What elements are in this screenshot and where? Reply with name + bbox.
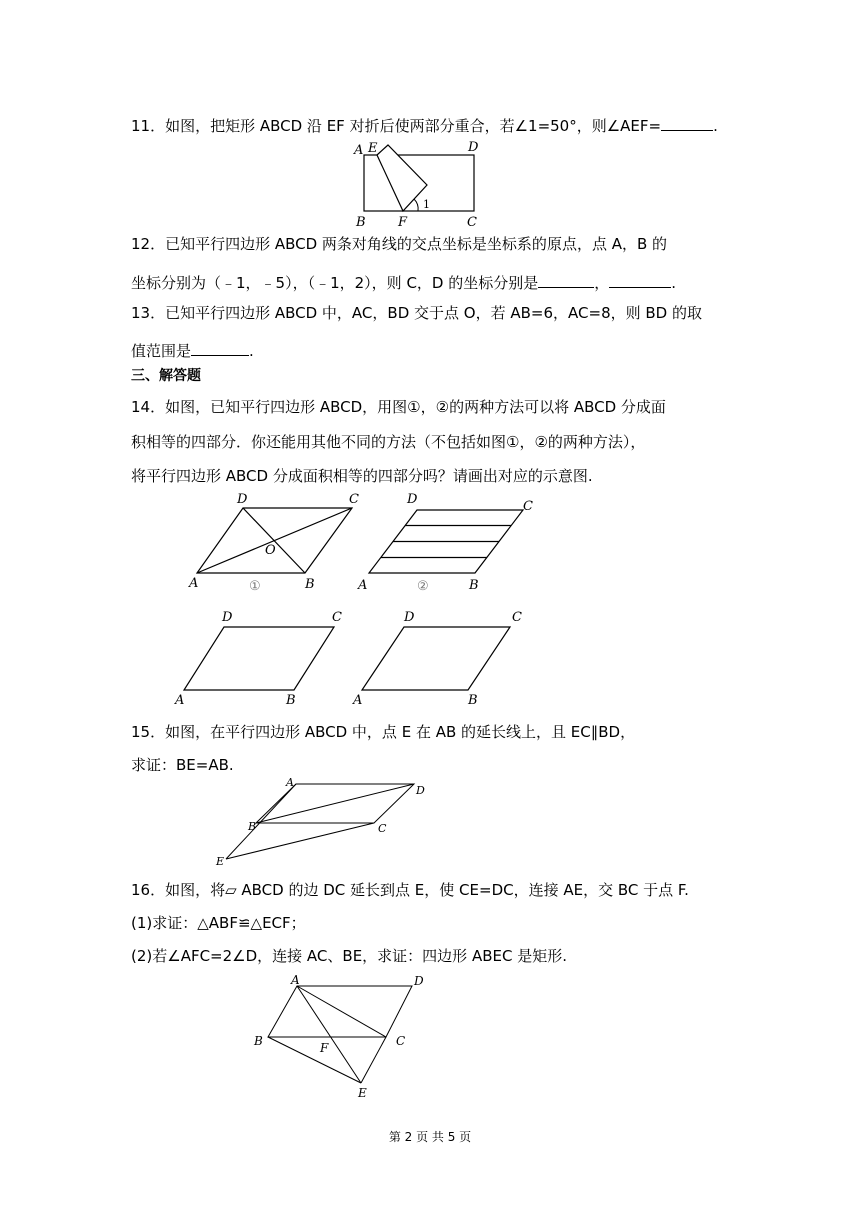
q14-figure-3	[172, 605, 352, 710]
q14-fig1-label-b: B	[305, 577, 315, 592]
q11-label-1: 1	[423, 198, 430, 211]
q16-label-a: A	[291, 973, 300, 987]
q11-answer-blank	[661, 114, 713, 131]
q14-fig1-number: ①	[249, 579, 261, 594]
q14-fig1-label-o: O	[265, 543, 276, 558]
q14-line3: 将平行四边形 ABCD 分成面积相等的四部分吗？请画出对应的示意图.	[131, 467, 593, 485]
q14-fig1-label-a: A	[189, 576, 199, 591]
q14-fig2-label-b: B	[469, 578, 479, 593]
q11-text: 11．如图，把矩形 ABCD 沿 EF 对折后使两部分重合，若∠1=50°，则∠AEF= .	[131, 114, 718, 136]
q16-label-d: D	[414, 974, 424, 988]
q14-fig3-label-d: D	[222, 610, 233, 625]
q16-parallelogram	[268, 986, 412, 1037]
q12-answer-blank-c	[538, 271, 594, 288]
q15-label-e: E	[216, 855, 225, 868]
q16-line-ac	[297, 986, 386, 1037]
q14-figure-1	[185, 488, 368, 598]
q14-fig4-label-b: B	[468, 693, 478, 708]
q14-fig2-label-a: A	[358, 578, 368, 593]
q14-fig1-label-c: C	[349, 492, 359, 507]
q13-line1: 13．已知平行四边形 ABCD 中，AC，BD 交于点 O，若 AB=6，AC=8，则 BD 的取	[131, 304, 702, 322]
q15-label-c: C	[378, 822, 387, 835]
q14-fig4-parallelogram	[362, 627, 510, 690]
q16-line-ce	[361, 1037, 386, 1083]
q14-fig3-label-b: B	[286, 693, 296, 708]
q14-fig2-label-c: C	[523, 499, 533, 514]
q16-line-be	[268, 1037, 361, 1083]
q11-label-d: D	[468, 140, 479, 155]
q16-figure	[246, 975, 446, 1105]
q15-label-d: D	[416, 784, 425, 797]
q14-line2: 积相等的四部分．你还能用其他不同的方法（不包括如图①，②的两种方法），	[131, 433, 646, 451]
q16-line-ae	[297, 986, 361, 1083]
q15-line-ae	[226, 784, 296, 859]
q14-fig2-number: ②	[417, 579, 429, 594]
q14-fig1-diagonal-bd	[243, 508, 305, 573]
q12-line1: 12．已知平行四边形 ABCD 两条对角线的交点坐标是坐标系的原点，点 A，B 的	[131, 235, 668, 253]
q16-label-c: C	[396, 1034, 406, 1048]
q16-label-b: B	[254, 1034, 263, 1048]
q13-line2: 值范围是 .	[131, 339, 254, 361]
q14-figure-4	[350, 605, 530, 710]
q11-label-b: B	[356, 215, 366, 230]
q14-line1: 14．如图，已知平行四边形 ABCD，用图①，②的两种方法可以将 ABCD 分成面	[131, 398, 666, 416]
q15-label-b: B	[248, 820, 257, 833]
q15-line1: 15．如图，在平行四边形 ABCD 中，点 E 在 AB 的延长线上，且 EC∥BD，	[131, 723, 636, 741]
q15-label-a: A	[286, 776, 294, 789]
q14-fig3-label-a: A	[175, 693, 185, 708]
q13-answer-blank	[191, 339, 249, 356]
q11-figure	[350, 138, 490, 230]
q12-answer-blank-d	[609, 271, 671, 288]
q16-line1: 16．如图，将▱ ABCD 的边 DC 延长到点 E，使 CE=DC，连接 AE，交 BC 于点 F.	[131, 881, 689, 899]
q14-fig2-label-d: D	[407, 492, 418, 507]
q16-label-f: F	[320, 1041, 329, 1055]
q14-figure-2	[355, 488, 540, 598]
section-heading: 三、解答题	[131, 368, 201, 384]
q11-label-a: A	[354, 143, 364, 158]
q15-diagonal-bd	[256, 784, 414, 823]
q12-line2: 坐标分别为（﹣1，﹣5），（﹣1，2），则 C，D 的坐标分别是 ， .	[131, 271, 676, 293]
q14-fig3-parallelogram	[184, 627, 334, 690]
q11-label-e: E	[368, 141, 378, 156]
q11-label-f: F	[398, 215, 408, 230]
q16-label-e: E	[358, 1086, 367, 1100]
page-footer: 第 2 页 共 5 页	[388, 1130, 472, 1144]
q15-line2: 求证：BE=AB.	[131, 756, 234, 774]
q16-line3: (2)若∠AFC=2∠D，连接 AC、BE，求证：四边形 ABEC 是矩形.	[131, 947, 567, 965]
q11-label-c: C	[467, 215, 477, 230]
q14-fig4-label-d: D	[404, 610, 415, 625]
q15-figure	[212, 776, 432, 868]
q14-fig4-label-c: C	[512, 610, 522, 625]
q14-fig1-label-d: D	[237, 492, 248, 507]
q14-fig4-label-a: A	[353, 693, 363, 708]
q16-line2: (1)求证：△ABF≌△ECF；	[131, 914, 306, 932]
q14-fig3-label-c: C	[332, 610, 342, 625]
q11-angle-arc	[414, 199, 418, 211]
